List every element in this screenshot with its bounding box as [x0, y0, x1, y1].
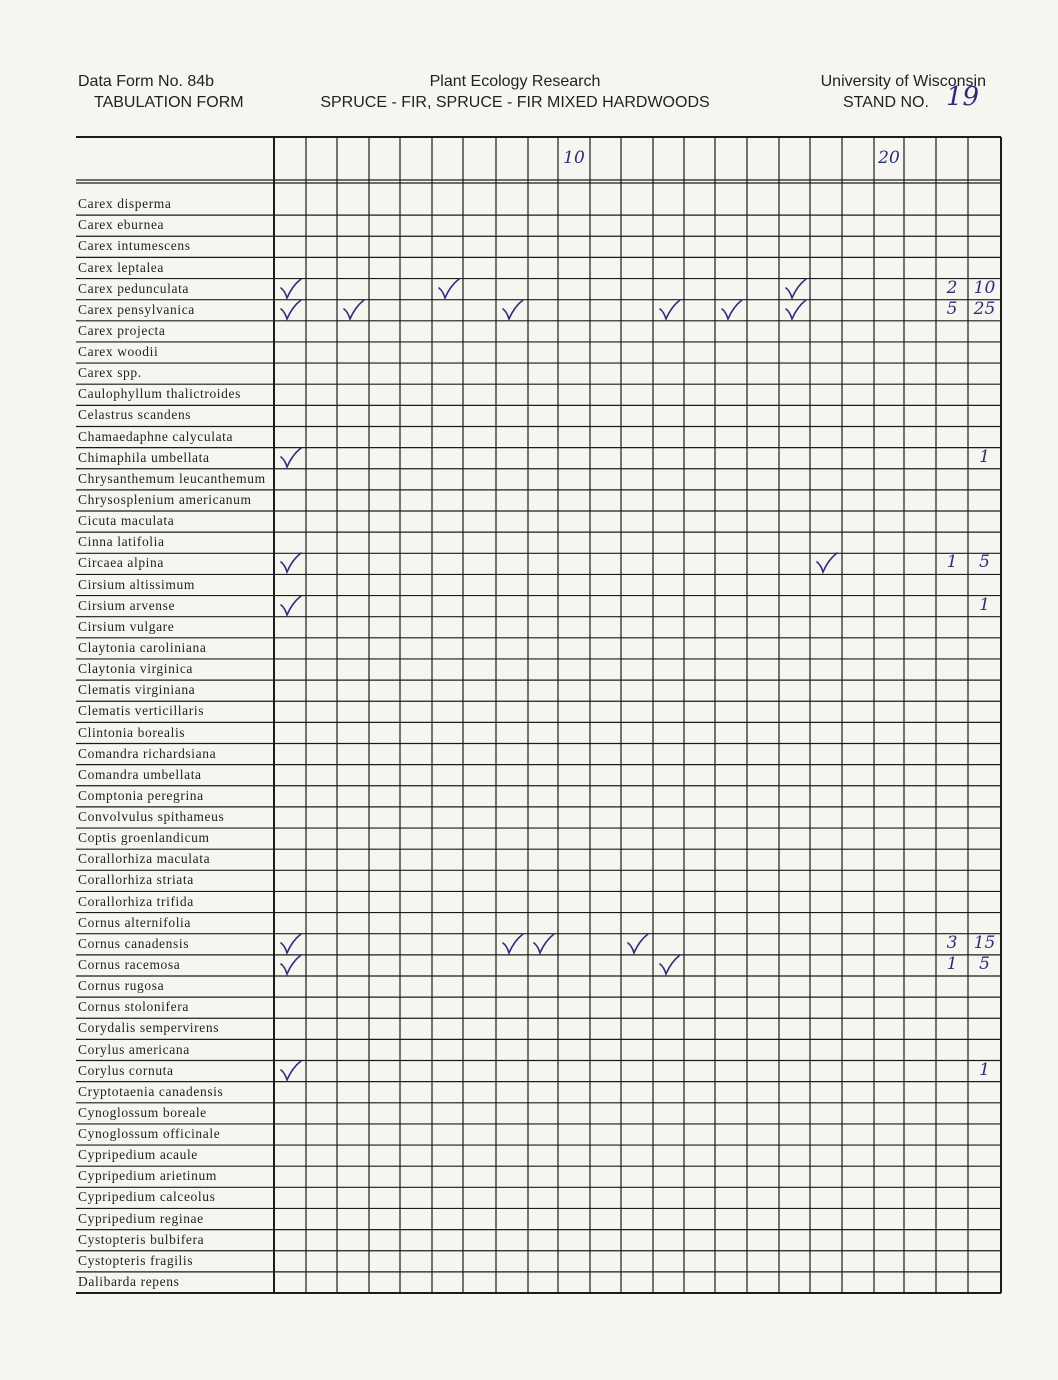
frequency-value: 5 — [979, 552, 990, 573]
check-mark-icon — [626, 933, 650, 955]
stand-number: 19 — [946, 82, 980, 112]
species-name: Dalibarda repens — [78, 1274, 180, 1289]
species-name: Cornus racemosa — [78, 956, 181, 972]
species-name: Cornus alternifolia — [78, 914, 191, 930]
species-name: Cirsium vulgare — [78, 618, 175, 634]
species-name: Cynoglossum officinale — [78, 1126, 221, 1142]
species-name: Convolvulus spithameus — [78, 809, 225, 825]
check-mark-icon — [501, 933, 525, 955]
species-name: Cornus rugosa — [78, 978, 165, 994]
species-name: Comandra richardsiana — [78, 745, 217, 761]
form-number: Data Form No. 84b — [78, 73, 215, 90]
species-name: Carex eburnea — [78, 217, 165, 233]
species-name: Corylus cornuta — [78, 1062, 174, 1078]
species-name: Carex intumescens — [78, 238, 191, 254]
species-name: Coptis groenlandicum — [78, 830, 210, 846]
species-name: Cypripedium arietinum — [78, 1168, 217, 1184]
check-mark-icon — [342, 299, 366, 321]
frequency-value: 15 — [973, 932, 996, 953]
frequency-value: 1 — [979, 594, 990, 615]
species-name: Carex leptalea — [78, 259, 164, 275]
frequency-count: 1 — [946, 552, 958, 573]
species-name: Clintonia borealis — [78, 724, 186, 740]
species-name: Cryptotaenia canadensis — [78, 1083, 224, 1099]
species-name: Carex projecta — [78, 322, 166, 338]
check-mark-icon — [815, 552, 839, 574]
species-name: Cypripedium calceolus — [78, 1189, 216, 1205]
frequency-value: 5 — [979, 953, 990, 974]
check-mark-icon — [658, 954, 682, 976]
species-name: Cicuta maculata — [78, 513, 175, 529]
species-name: Carex disperma — [78, 196, 172, 212]
species-name: Clematis virginiana — [78, 682, 196, 698]
frequency-value: 1 — [979, 446, 990, 467]
species-name: Comandra umbellata — [78, 766, 202, 782]
column-number-marker: 20 — [878, 148, 900, 168]
species-name: Cypripedium acaule — [78, 1147, 198, 1163]
species-name: Carex pedunculata — [78, 280, 190, 296]
frequency-value: 1 — [979, 1059, 990, 1080]
form-type: TABULATION FORM — [94, 94, 244, 111]
check-mark-icon — [784, 278, 808, 300]
check-mark-icon — [720, 299, 744, 321]
check-mark-icon — [501, 299, 525, 321]
frequency-count: 1 — [946, 953, 958, 974]
species-name: Circaea alpina — [78, 555, 164, 571]
species-name: Chrysanthemum leucanthemum — [78, 470, 266, 486]
species-name: Claytonia virginica — [78, 661, 194, 677]
species-name: Caulophyllum thalictroides — [78, 386, 241, 402]
species-name: Cinna latifolia — [78, 534, 165, 550]
check-mark-icon — [658, 299, 682, 321]
check-mark-icon — [279, 552, 303, 574]
species-name: Cystopteris bulbifera — [78, 1231, 205, 1247]
species-name: Chamaedaphne calyculata — [78, 428, 234, 444]
species-name: Corylus americana — [78, 1041, 190, 1057]
check-mark-icon — [437, 278, 461, 300]
frequency-count: 2 — [946, 277, 958, 298]
species-name: Corallorhiza maculata — [78, 851, 211, 867]
species-name: Cornus stolonifera — [78, 999, 189, 1015]
check-mark-icon — [279, 933, 303, 955]
species-name: Carex pensylvanica — [78, 301, 195, 317]
species-name: Celastrus scandens — [78, 407, 192, 423]
check-mark-icon — [279, 278, 303, 300]
check-mark-icon — [279, 595, 303, 617]
check-mark-icon — [279, 954, 303, 976]
species-name: Cornus canadensis — [78, 935, 190, 951]
frequency-count: 5 — [946, 298, 958, 319]
organization: Plant Ecology Research — [429, 73, 601, 90]
check-mark-icon — [532, 933, 556, 955]
check-mark-icon — [784, 299, 808, 321]
species-name: Corallorhiza striata — [78, 872, 194, 888]
check-mark-icon — [279, 1060, 303, 1082]
stand-label: STAND NO. — [843, 94, 929, 111]
check-mark-icon — [279, 447, 303, 469]
frequency-value: 10 — [973, 277, 996, 298]
species-name: Clematis verticillaris — [78, 703, 205, 719]
university: University of Wisconsin — [820, 73, 986, 90]
species-name: Chrysosplenium americanum — [78, 492, 252, 508]
frequency-count: 3 — [946, 932, 958, 953]
column-number-marker: 10 — [563, 148, 585, 168]
species-name: Cypripedium reginae — [78, 1210, 204, 1226]
species-name: Cirsium altissimum — [78, 576, 195, 592]
community-type: SPRUCE - FIR, SPRUCE - FIR MIXED HARDWOODS — [320, 94, 710, 111]
species-name: Cystopteris fragilis — [78, 1252, 194, 1268]
species-name: Chimaphila umbellata — [78, 449, 210, 465]
species-name: Cynoglossum boreale — [78, 1104, 207, 1120]
species-name: Corydalis sempervirens — [78, 1020, 220, 1036]
frequency-value: 25 — [973, 298, 996, 319]
species-name: Cirsium arvense — [78, 597, 176, 613]
species-name: Carex spp. — [78, 365, 142, 381]
species-name: Carex woodii — [78, 344, 159, 360]
species-name: Comptonia peregrina — [78, 787, 204, 803]
species-name: Claytonia caroliniana — [78, 639, 207, 655]
species-name: Corallorhiza trifida — [78, 893, 194, 909]
check-mark-icon — [279, 299, 303, 321]
